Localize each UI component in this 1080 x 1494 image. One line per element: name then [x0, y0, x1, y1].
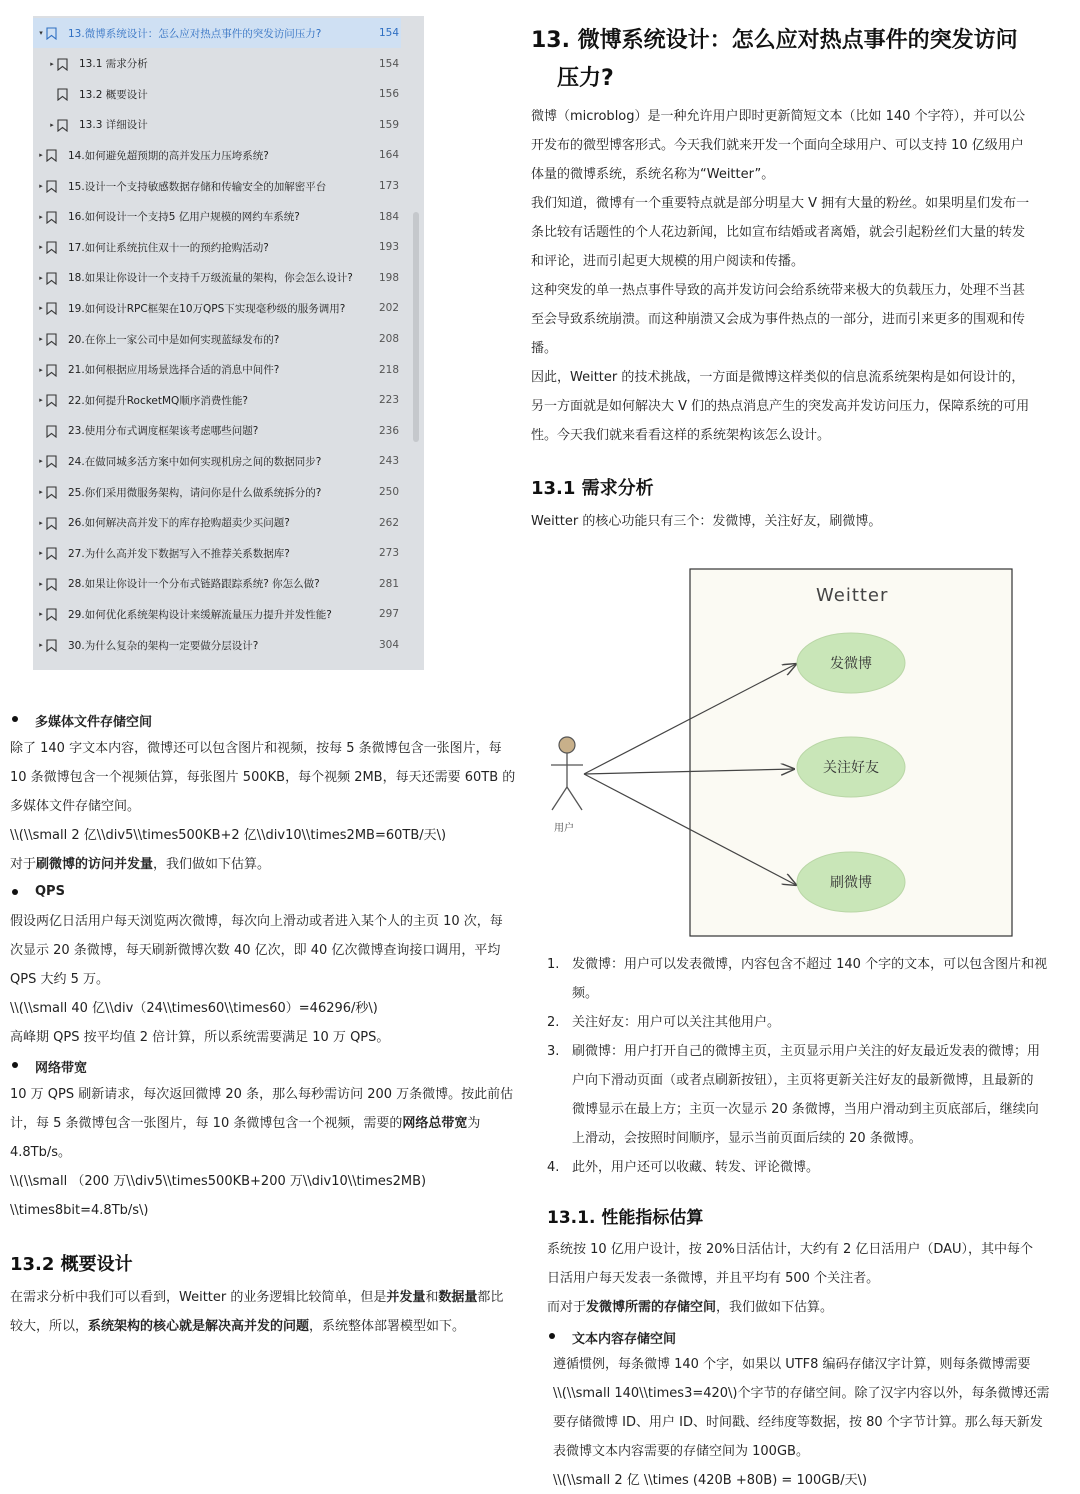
text-line: 开发布的微型博客形式。今天我们就来开发一个面向全球用户、可以支持 10 亿级用户 — [531, 138, 1024, 153]
formula-line: \\times8bit=4.8Tb/s\) — [10, 1203, 149, 1218]
expand-arrow-icon[interactable]: ▸ — [39, 610, 43, 619]
text-line: 频。 — [572, 986, 599, 1001]
text-line: 上滑动，会按照时间顺序，显示当前页面后续的 20 条微博。 — [572, 1131, 922, 1146]
expand-arrow-icon[interactable]: ▸ — [39, 212, 43, 221]
bookmark-icon — [46, 364, 57, 377]
list-item — [572, 1153, 819, 1182]
toc-item[interactable] — [33, 140, 401, 170]
text-line: 多媒体文件存储空间。 — [10, 799, 141, 814]
toc-item-title: 26.如何解决高并发下的库存抢购超卖少买问题? — [68, 517, 290, 530]
toc-item-title: 14.如何避免超预期的高并发压力压垮系统? — [68, 149, 269, 162]
toc-panel — [33, 16, 424, 670]
text-line: 性。今天我们就来看看这样的系统架构该怎么设计。 — [531, 428, 831, 443]
bookmark-icon — [57, 88, 68, 101]
text-storage-heading: 文本内容存储空间 — [572, 1332, 677, 1347]
toc-item-title: 16.如何设计一个支持5 亿用户规模的网约车系统? — [68, 211, 300, 224]
toc-item-page: 304 — [378, 639, 399, 651]
toc-item[interactable] — [33, 569, 401, 599]
toc-item[interactable] — [33, 446, 401, 476]
bookmark-icon — [46, 302, 57, 315]
toc-item-page: 262 — [378, 516, 399, 529]
text-line: 这种突发的单一热点事件导致的高并发访问会给系统带来极大的负载压力，处理不当甚 — [531, 283, 1026, 298]
text-line: 计，每 5 条微博包含一张图片，每 10 条微博包含一个视频，需要的网络总带宽为 — [10, 1116, 481, 1131]
toc-item-page: 184 — [378, 210, 399, 223]
qps-paragraph — [10, 907, 503, 1052]
text-line: 遵循惯例，每条微博 140 个字，如果以 UTF8 编码存储汉字计算，则每条微博需要 — [553, 1357, 1031, 1372]
perf-paragraph — [547, 1235, 1033, 1322]
text-line: 微博显示在最上方；主页一次显示 20 条微博，当用户滑动到主页底部后，继续向 — [572, 1102, 1039, 1117]
text-storage-paragraph — [553, 1350, 1050, 1494]
toc-item[interactable] — [33, 508, 401, 538]
toc-item-title: 13.微博系统设计：怎么应对热点事件的突发访问压力? — [68, 27, 322, 40]
toc-item[interactable] — [33, 355, 401, 385]
use-case-label: 发微博 — [830, 656, 872, 672]
diagram-canvas — [546, 567, 1016, 939]
toc-item-title: 28.如果让你设计一个分布式链路跟踪系统? 你怎么做? — [68, 578, 320, 591]
qps-heading: QPS — [35, 884, 65, 899]
expand-arrow-icon[interactable]: ▸ — [39, 243, 43, 252]
text-line: 因此，Weitter 的技术挑战，一方面是微博这样类似的信息流系统架构是如何设计的， — [531, 370, 1025, 385]
media-storage-paragraph — [10, 734, 515, 879]
bookmark-icon — [46, 639, 57, 652]
toc-item-title: 13.2 概要设计 — [79, 88, 148, 101]
toc-item-title: 27.为什么高并发下数据写入不推荐关系数据库? — [68, 547, 290, 560]
toc-item[interactable] — [33, 202, 401, 232]
toc-item[interactable] — [33, 630, 401, 660]
bookmark-icon — [57, 119, 68, 132]
text-line: 对于刷微博的访问并发量，我们做如下估算。 — [10, 857, 271, 872]
bookmark-icon — [46, 333, 57, 346]
expand-arrow-icon[interactable]: ▸ — [39, 365, 43, 374]
toc-item-title: 20.在你上一家公司中是如何实现蓝绿发布的? — [68, 333, 280, 346]
bullet-icon — [12, 716, 18, 722]
toc-item-page: 154 — [378, 27, 399, 39]
text-line: 4.8Tb/s。 — [10, 1145, 72, 1160]
text-line: 日活用户每天发表一条微博，并且平均有 500 个关注者。 — [547, 1271, 880, 1286]
toc-item-title: 29.如何优化系统架构设计来缓解流量压力提升并发性能? — [68, 608, 332, 621]
toc-item[interactable] — [33, 49, 401, 79]
expand-arrow-icon[interactable]: ▸ — [50, 120, 54, 129]
text-line: 播。 — [531, 341, 558, 356]
toc-item-title: 22.如何提升RocketMQ顺序消费性能? — [68, 394, 248, 407]
diagram-title: Weitter — [816, 585, 889, 606]
formula-line: \\(\\small （200 万\\div5\\times500KB+200 万\\div10\\times2MB) — [10, 1174, 427, 1189]
toc-item[interactable] — [33, 538, 401, 568]
toc-item-page: 297 — [378, 608, 399, 621]
expand-arrow-icon[interactable]: ▸ — [50, 59, 54, 68]
toc-item[interactable] — [33, 477, 401, 507]
text-line: 除了 140 字文本内容，微博还可以包含图片和视频，按每 5 条微博包含一张图片，每 — [10, 741, 502, 756]
text-line: 户向下滑动页面（或者点刷新按钮），主页将更新关注好友的最新微博，且最新的 — [572, 1073, 1034, 1088]
toc-item-page: 273 — [378, 547, 399, 560]
bookmark-icon — [46, 27, 57, 40]
text-line: QPS 大约 5 万。 — [10, 972, 109, 987]
expand-arrow-icon[interactable]: ▸ — [39, 579, 43, 588]
actor-icon — [551, 737, 583, 810]
text-line: 关注好友：用户可以关注其他用户。 — [572, 1015, 781, 1030]
bookmark-icon — [46, 547, 57, 560]
toc-item-page: 173 — [378, 180, 399, 192]
text-line: 要存储微博 ID、用户 ID、时间戳、经纬度等数据，按 80 个字节计算。那么每天新发 — [553, 1415, 1043, 1430]
use-case-diagram — [546, 567, 1016, 939]
bookmark-icon — [46, 517, 57, 530]
list-item — [572, 950, 1047, 1008]
toc-item-page: 164 — [378, 149, 399, 162]
bookmark-icon — [46, 455, 57, 468]
toc-item-title: 19.如何设计RPC框架在10万QPS下实现毫秒级的服务调用? — [68, 302, 346, 315]
requirements-heading: 13.1 需求分析 — [531, 478, 654, 499]
expand-arrow-icon[interactable]: ▸ — [39, 549, 43, 558]
text-line: 次显示 20 条微博，每天刷新微博次数 40 亿次，即 40 亿次微博查询接口调用，平均 — [10, 943, 501, 958]
text-line: 和评论，进而引起更大规模的用户阅读和传播。 — [531, 254, 805, 269]
use-case-label: 关注好友 — [823, 760, 879, 776]
toc-item-title: 24.在做同城多活方案中如何实现机房之间的数据同步? — [68, 455, 322, 468]
expand-arrow-icon[interactable]: ▸ — [39, 151, 43, 160]
formula-line: \\(\\small 2 亿 \\times (420B +80B) = 100GB/天\) — [553, 1473, 868, 1488]
bookmark-icon — [46, 394, 57, 407]
actor-label: 用户 — [554, 823, 574, 834]
toc-item-title: 18.如果让你设计一个支持千万级流量的架构，你会怎么设计? — [68, 272, 353, 285]
text-line: 10 条微博包含一个视频估算，每张图片 500KB，每个视频 2MB，每天还需要 60TB 的 — [10, 770, 516, 785]
toc-item-title: 25.你们采用微服务架构，请问你是什么做系统拆分的? — [68, 486, 322, 499]
bookmark-icon — [57, 58, 68, 71]
bookmark-icon — [46, 272, 57, 285]
text-line: 条比较有话题性的个人花边新闻，比如宣布结婚或者离婚，就会引起粉丝们大量的转发 — [531, 225, 1026, 240]
toc-item[interactable] — [33, 293, 401, 323]
toc-item-title: 15.设计一个支持敏感数据存储和传输安全的加解密平台 — [68, 180, 327, 193]
requirements-text: Weitter 的核心功能只有三个：发微博，关注好友，刷微博。 — [531, 514, 882, 529]
list-number: 2. — [547, 1015, 560, 1030]
toc-item-page: 218 — [378, 363, 399, 376]
formula-line: \\(\\small 2 亿\\div5\\times500KB+2 亿\\div10\\times2MB=60TB/天\) — [10, 828, 447, 843]
list-number: 1. — [547, 957, 560, 972]
overview-paragraph — [10, 1283, 503, 1341]
text-line: 发微博：用户可以发表微博，内容包含不超过 140 个字的文本，可以包含图片和视 — [572, 957, 1048, 972]
bullet-icon — [12, 889, 18, 895]
overview-heading: 13.2 概要设计 — [10, 1254, 133, 1275]
list-number: 4. — [547, 1160, 560, 1175]
toc-item[interactable] — [33, 110, 401, 140]
toc-item[interactable] — [33, 324, 401, 354]
text-line: 此外，用户还可以收藏、转发、评论微博。 — [572, 1160, 820, 1175]
toc-item-title: 30.为什么复杂的架构一定要做分层设计? — [68, 639, 259, 652]
toc-item-page: 250 — [378, 486, 399, 498]
bookmark-icon — [46, 241, 57, 254]
toc-item[interactable] — [33, 18, 401, 48]
expand-arrow-icon[interactable]: ▸ — [39, 304, 43, 313]
bandwidth-paragraph — [10, 1080, 513, 1225]
text-line: 10 万 QPS 刷新请求，每次返回微博 20 条，那么每秒需访问 200 万条微博。按此前估 — [10, 1087, 514, 1102]
toc-item[interactable] — [33, 416, 401, 446]
toc-scrollbar[interactable] — [413, 212, 419, 442]
text-line: 高峰期 QPS 按平均值 2 倍计算，所以系统需要满足 10 万 QPS。 — [10, 1030, 390, 1045]
list-item — [572, 1008, 780, 1037]
toc-item-page: 236 — [378, 424, 399, 437]
bookmark-icon — [46, 578, 57, 591]
toc-item-page: 208 — [378, 333, 399, 345]
expand-arrow-icon[interactable]: ▸ — [39, 273, 43, 282]
toc-item-title: 23.使用分布式调度框架该考虑哪些问题? — [68, 425, 259, 438]
text-line: 表微博文本内容需要的存储空间为 100GB。 — [553, 1444, 809, 1459]
toc-item[interactable] — [33, 385, 401, 415]
expand-arrow-icon[interactable]: ▸ — [39, 182, 43, 190]
toc-item-page: 154 — [378, 57, 399, 70]
toc-item-page: 243 — [378, 455, 399, 468]
bookmark-icon — [46, 608, 57, 621]
text-line: 另一方面就是如何解决大 V 们的热点消息产生的突发高并发访问压力，保障系统的可用 — [531, 399, 1030, 414]
list-number: 3. — [547, 1044, 560, 1059]
toc-item-page: 202 — [378, 302, 399, 315]
bandwidth-heading: 网络带宽 — [35, 1061, 88, 1076]
expand-arrow-icon[interactable]: ▸ — [39, 335, 43, 343]
toc-item-title: 13.3 详细设计 — [79, 119, 148, 132]
expand-arrow-icon[interactable]: ▸ — [39, 518, 43, 527]
text-line: 较大，所以，系统架构的核心就是解决高并发的问题，系统整体部署模型如下。 — [10, 1319, 466, 1334]
bookmark-icon — [46, 486, 57, 499]
bookmark-icon — [46, 180, 57, 193]
toc-item[interactable] — [33, 263, 401, 293]
toc-item-page: 198 — [378, 271, 399, 284]
toc-item[interactable] — [33, 171, 401, 201]
expand-arrow-icon[interactable]: ▸ — [39, 396, 43, 405]
toc-item-page: 281 — [378, 577, 399, 590]
text-line: 刷微博：用户打开自己的微博主页，主页显示用户关注的好友最近发表的微博；用 — [572, 1044, 1041, 1059]
text-line: \\(\\small 140\\times3=420\)个字节的存储空间。除了汉字内容以外，每条微博还需 — [553, 1386, 1050, 1401]
toc-item-page: 223 — [378, 394, 399, 407]
text-line: 假设两亿日活用户每天浏览两次微博，每次向上滑动或者进入某个人的主页 10 次，每 — [10, 914, 503, 929]
toc-item[interactable] — [33, 79, 401, 109]
expand-arrow-icon[interactable]: ▸ — [39, 457, 43, 466]
toc-item-page: 156 — [378, 88, 399, 101]
bookmark-icon — [46, 149, 57, 162]
media-storage-heading: 多媒体文件存储空间 — [35, 715, 153, 730]
list-item — [572, 1037, 1040, 1153]
toc-item[interactable] — [33, 232, 401, 262]
bookmark-icon — [46, 425, 57, 438]
use-case-label: 刷微博 — [830, 875, 872, 891]
bullet-icon — [549, 1333, 555, 1339]
text-line: 而对于发微博所需的存储空间，我们做如下估算。 — [547, 1300, 834, 1315]
text-line: 至会导致系统崩溃。而这种崩溃又会成为事件热点的一部分，进而引来更多的围观和传 — [531, 312, 1026, 327]
toc-item-title: 17.如何让系统抗住双十一的预约抢购活动? — [68, 241, 269, 254]
bookmark-icon — [46, 211, 57, 224]
expand-arrow-icon[interactable]: ▾ — [39, 29, 43, 37]
toc-item-page: 193 — [378, 241, 399, 254]
toc-item[interactable] — [33, 599, 401, 629]
text-line: 体量的微博系统，系统名称为“Weitter”。 — [531, 167, 775, 182]
text-line: 我们知道，微博有一个重要特点就是部分明星大 V 拥有大量的粉丝。如果明星们发布一 — [531, 196, 1030, 211]
toc-item-title: 13.1 需求分析 — [79, 58, 148, 71]
chapter-title: 13. 微博系统设计：怎么应对热点事件的突发访问 压力? — [531, 28, 1018, 91]
formula-line: \\(\\small 40 亿\\div（24\\times60\\times60）=46296/秒\) — [10, 1001, 378, 1016]
text-line: 微博（microblog）是一种允许用户即时更新简短文本（比如 140 个字符），并可以公 — [531, 109, 1026, 124]
expand-arrow-icon[interactable]: ▸ — [39, 488, 43, 496]
perf-heading: 13.1. 性能指标估算 — [547, 1208, 704, 1228]
expand-arrow-icon[interactable]: ▸ — [39, 641, 43, 649]
bullet-icon — [12, 1062, 18, 1068]
text-line: 系统按 10 亿用户设计，按 20%日活估计，大约有 2 亿日活用户（DAU），其中每个 — [547, 1242, 1034, 1257]
toc-item-page: 159 — [378, 118, 399, 131]
text-line: 在需求分析中我们可以看到，Weitter 的业务逻辑比较简单，但是并发量和数据量都比 — [10, 1290, 504, 1305]
toc-item-title: 21.如何根据应用场景选择合适的消息中间件? — [68, 364, 280, 377]
intro-paragraph — [531, 102, 1029, 450]
